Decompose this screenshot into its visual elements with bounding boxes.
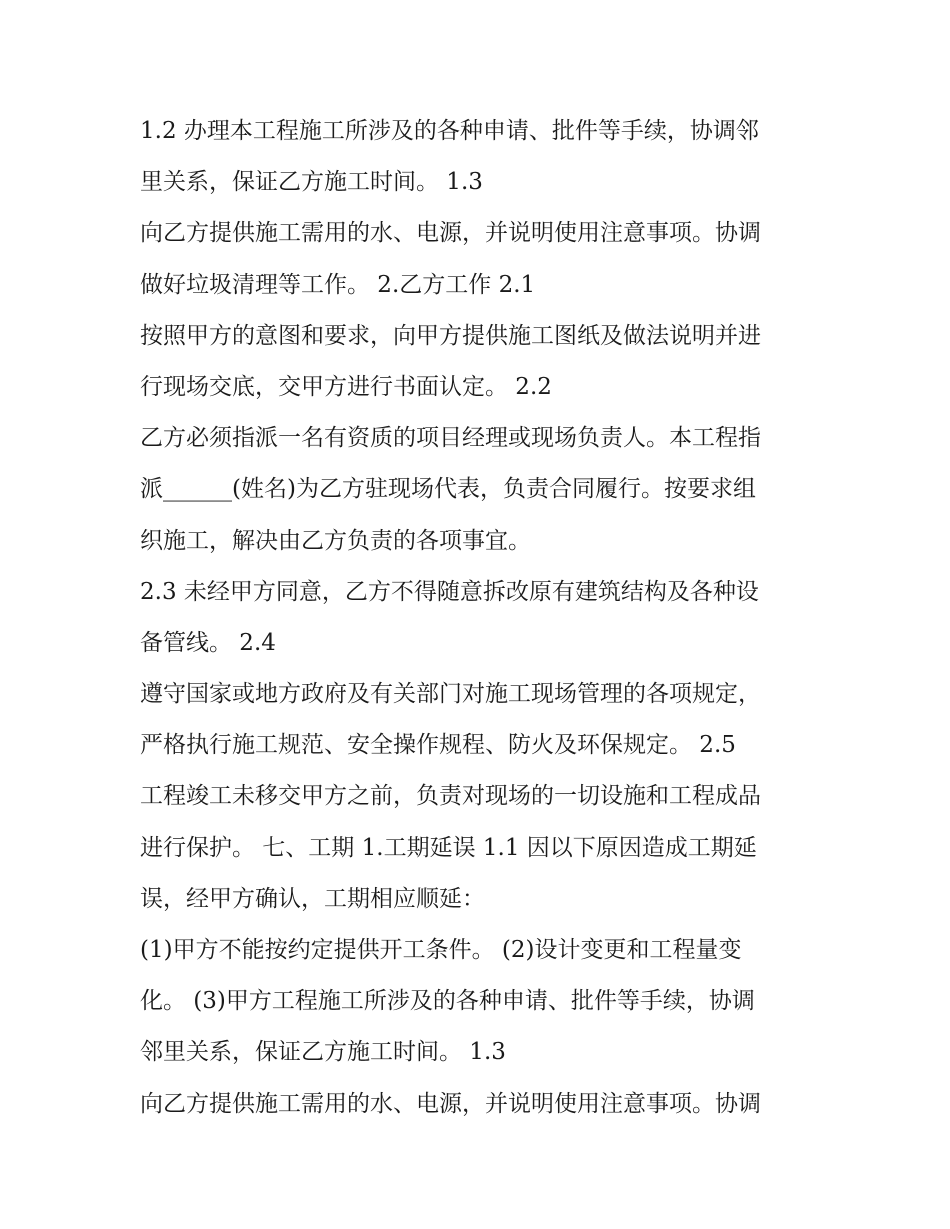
text-line: 工程竣工未移交甲方之前，负责对现场的一切设施和工程成品 bbox=[140, 783, 761, 810]
text-line: 备管线。 2.4 bbox=[140, 629, 276, 656]
text-line: 派______(姓名)为乙方驻现场代表，负责合同履行。按要求组 bbox=[140, 476, 756, 503]
text-line: 向乙方提供施工需用的水、电源，并说明使用注意事项。协调 bbox=[140, 220, 761, 247]
text-line: 1.2 办理本工程施工所涉及的各种申请、批件等手续，协调邻 bbox=[140, 118, 759, 144]
text-line: 里关系，保证乙方施工时间。 1.3 bbox=[140, 169, 483, 196]
text-line: 做好垃圾清理等工作。 2.乙方工作 2.1 bbox=[140, 271, 536, 298]
text-line: 2.3 未经甲方同意，乙方不得随意拆改原有建筑结构及各种设 bbox=[140, 578, 759, 605]
text-line: 行现场交底，交甲方进行书面认定。 2.2 bbox=[140, 373, 552, 400]
text-line: 织施工，解决由乙方负责的各项事宜。 bbox=[140, 527, 531, 554]
text-line: 严格执行施工规范、安全操作规程、防火及环保规定。 2.5 bbox=[140, 732, 736, 759]
text-line: 进行保护。 七、工期 1.工期延误 1.1 因以下原因造成工期延 bbox=[140, 834, 757, 861]
text-line: 化。 (3)甲方工程施工所涉及的各种申请、批件等手续，协调 bbox=[140, 988, 755, 1015]
text-line: 向乙方提供施工需用的水、电源，并说明使用注意事项。协调 bbox=[140, 1090, 761, 1117]
text-line: (1)甲方不能按约定提供开工条件。 (2)设计变更和工程量变 bbox=[140, 937, 742, 963]
contract-body-text bbox=[140, 106, 830, 1130]
text-line: 遵守国家或地方政府及有关部门对施工现场管理的各项规定， bbox=[140, 681, 761, 708]
text-line: 邻里关系，保证乙方施工时间。 1.3 bbox=[140, 1039, 506, 1066]
text-line: 误，经甲方确认，工期相应顺延： bbox=[140, 885, 485, 912]
text-line: 按照甲方的意图和要求，向甲方提供施工图纸及做法说明并进 bbox=[140, 322, 761, 349]
text-line: 乙方必须指派一名有资质的项目经理或现场负责人。本工程指 bbox=[140, 425, 761, 452]
